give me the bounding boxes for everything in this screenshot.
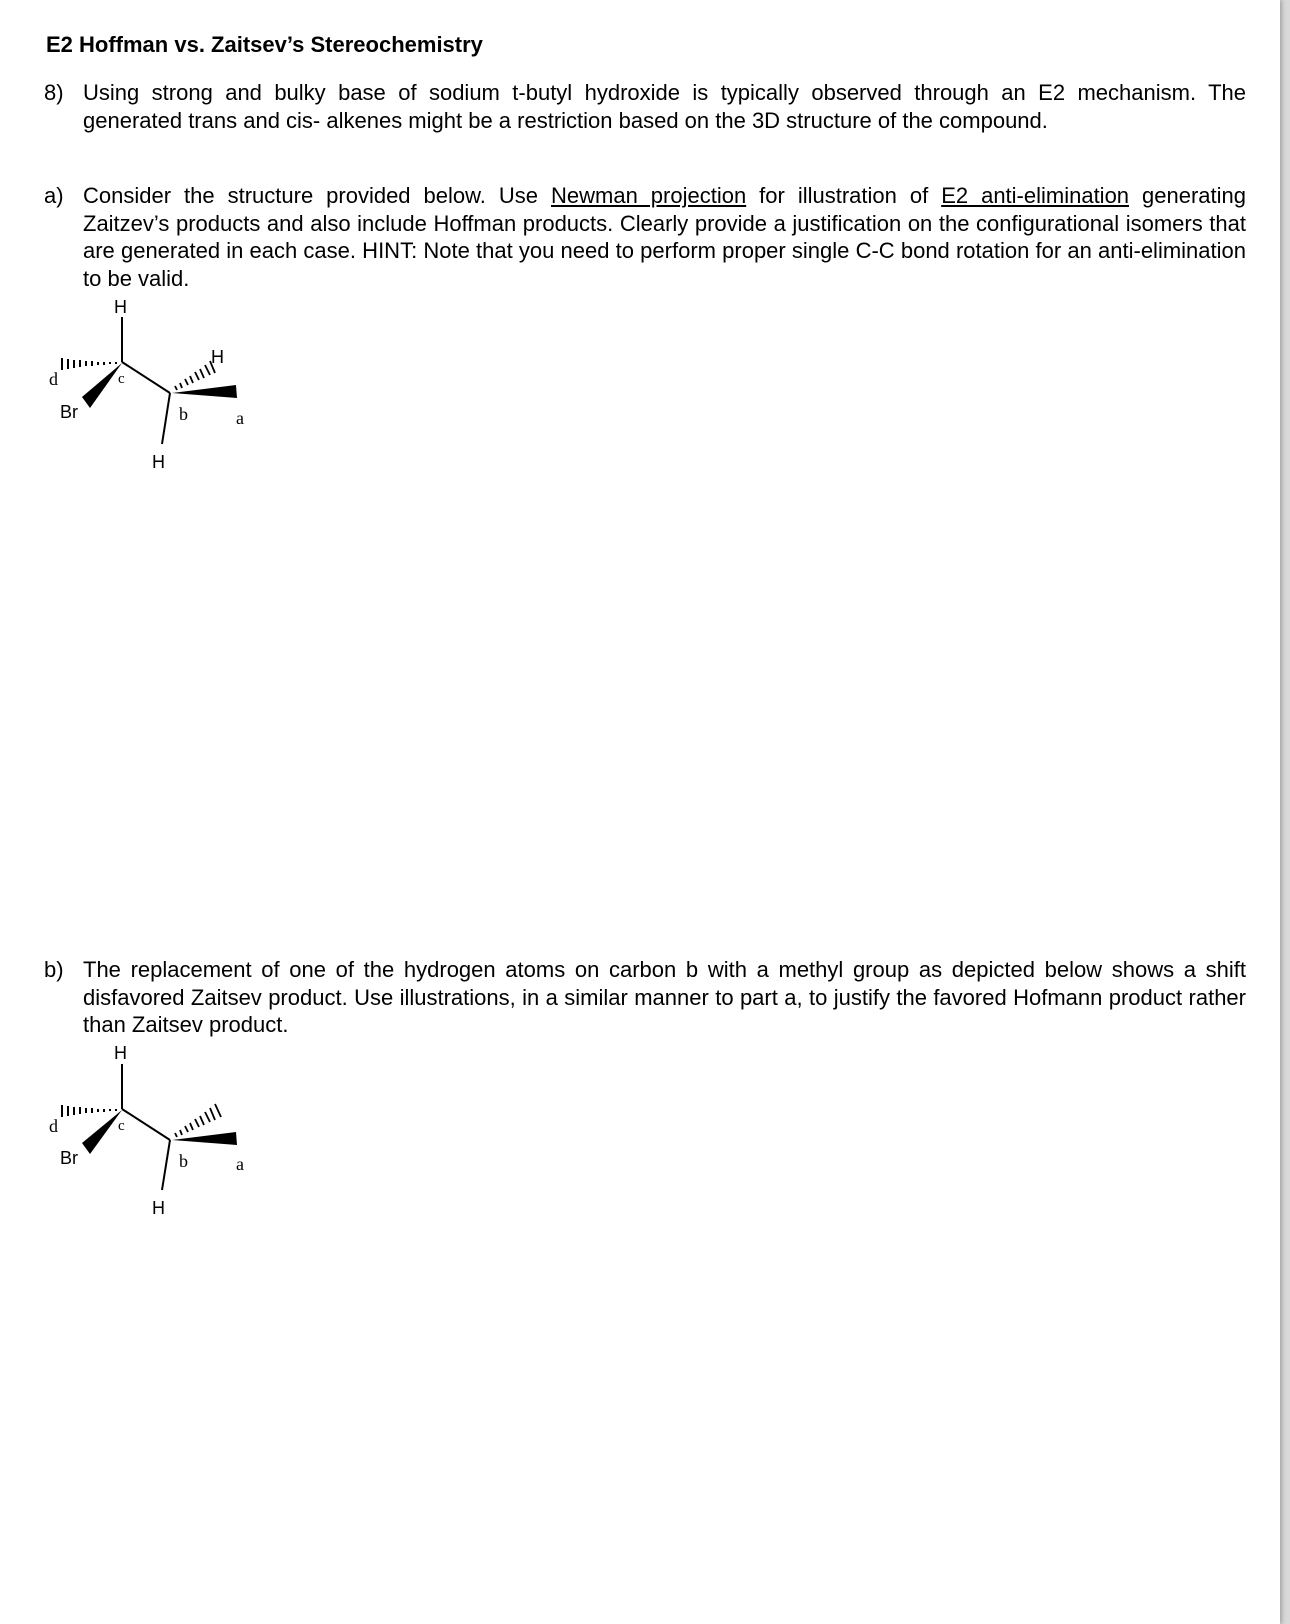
br-label: Br (60, 402, 78, 422)
bottom-h: H (152, 452, 165, 472)
label-d: d (49, 1116, 58, 1136)
br-label: Br (60, 1148, 78, 1168)
part-a-text-3: generating Zaitzev’s products and also include Hoffman products. Clearly provide a justification on the configurational isomers that are generated in each case. HINT: Note that you need to perform proper single C-C bond rotation for an anti-elimination to be valid. (83, 183, 1247, 291)
label-c: c (118, 371, 125, 387)
top-h: H (114, 1043, 127, 1063)
label-a: a (236, 408, 244, 428)
question-number: 8) (44, 80, 64, 105)
newman-projection-term: Newman projection (551, 183, 747, 208)
page-title: E2 Hoffman vs. Zaitsev’s Stereochemistry (46, 32, 483, 57)
top-h: H (114, 297, 127, 317)
structure-b (0, 0, 300, 1240)
part-b-label: b) (44, 957, 64, 982)
bold-wedge-c-br (82, 1110, 122, 1154)
part-a-text-2: for illustration of (746, 183, 942, 208)
label-d: d (49, 369, 58, 389)
label-b: b (179, 404, 188, 424)
hashed-wedge-b-methyl (175, 1104, 221, 1137)
e2-anti-elimination-term: E2 anti-elimination (941, 183, 1130, 208)
question-text: Using strong and bulky base of sodium t-butyl hydroxide is typically observed through an E2 mechanism. The generated trans and cis- alkenes might be a restriction based on the 3D structure of the compound. (83, 80, 1246, 133)
hashed-wedge-c-d (62, 1105, 116, 1117)
label-c: c (118, 1118, 125, 1134)
right-h: H (211, 347, 224, 367)
label-b: b (179, 1151, 188, 1171)
part-a-text-1: Consider the structure provided below. Use (83, 183, 551, 208)
part-a-label: a) (44, 183, 64, 208)
label-a: a (236, 1154, 244, 1174)
part-b-text: The replacement of one of the hydrogen atoms on carbon b with a methyl group as depicted below shows a shift disfavored Zaitsev product. Use illustrations, in a similar manner to part a, to justify the favored Hofmann product rather than Zaitsev product. (83, 957, 1246, 1037)
bottom-h: H (152, 1198, 165, 1218)
